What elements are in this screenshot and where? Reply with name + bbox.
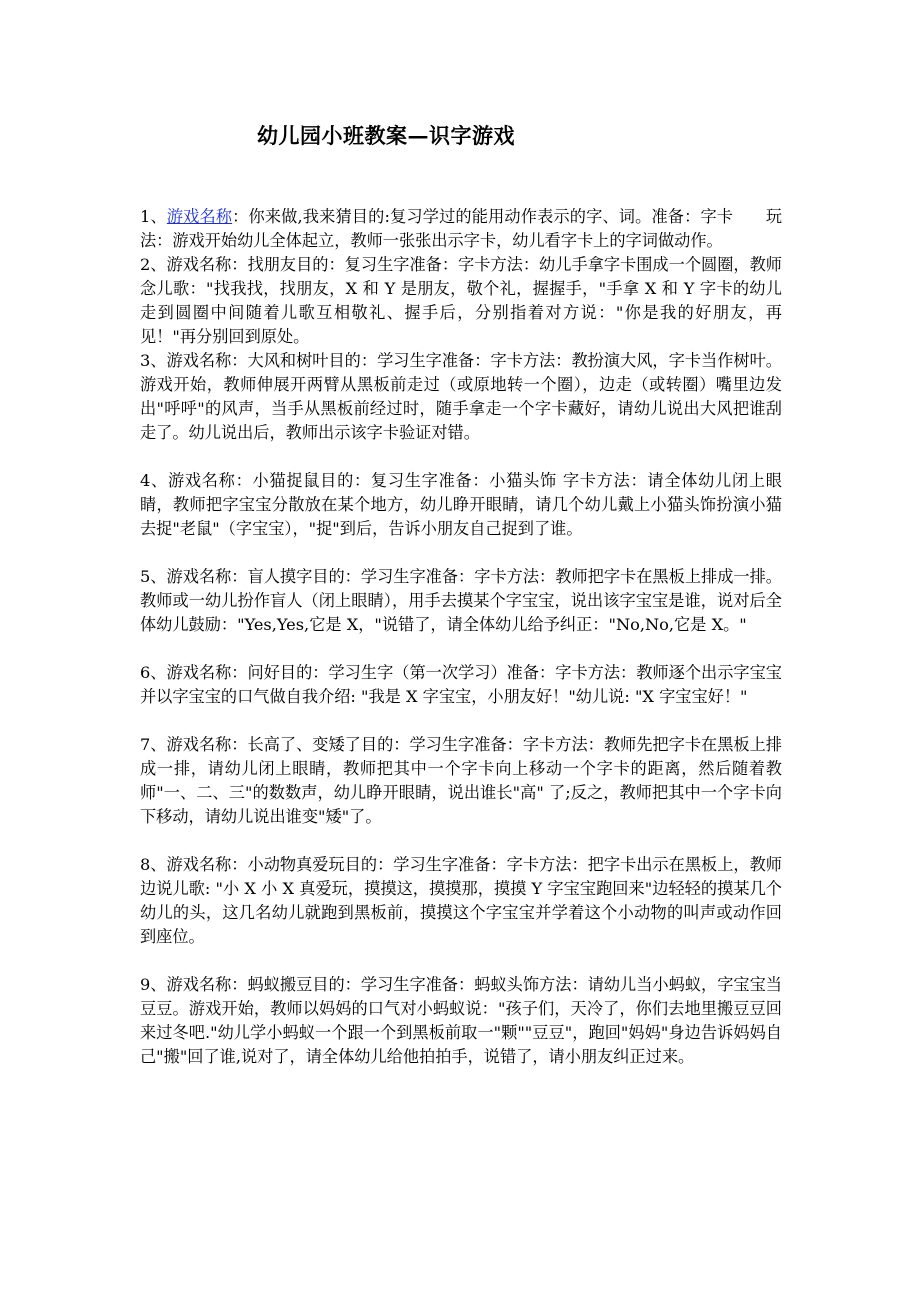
game-paragraph-2: 2、游戏名称：找朋友目的：复习生字准备：字卡方法：幼儿手拿字卡围成一个圆圈，教师念儿歌："找我找，找朋友，X 和 Y 是朋友，敬个礼，握握手，"手拿 X 和 Y 字卡的幼儿走到圆圈中间随着儿歌互相敬礼、握手后，分别指着对方说："你是我的好朋友，再见！"再分别回到原处。 xyxy=(140,255,782,346)
game-paragraph-5: 5、游戏名称：盲人摸字目的：学习生字准备：字卡方法：教师把字卡在黑板上排成一排。教师或一幼儿扮作盲人（闭上眼睛），用手去摸某个字宝宝，说出该字宝宝是谁，说对后全体幼儿鼓励："Yes,Yes,它是 X，"说错了，请全体幼儿给予纠正："No,No,它是 X。" xyxy=(140,567,782,634)
game-paragraph-4: 4、游戏名称：小猫捉鼠目的：复习生字准备：小猫头饰 字卡方法：请全体幼儿闭上眼睛，教师把字宝宝分散放在某个地方，幼儿睁开眼睛，请几个幼儿戴上小猫头饰扮演小猫去捉"老鼠"（字宝宝），"捉"到后，告诉小朋友自己捉到了谁。 xyxy=(140,471,782,538)
game-name-link[interactable]: 游戏名称 xyxy=(166,207,233,226)
game-paragraph-6: 6、游戏名称：问好目的：学习生字（第一次学习）准备：字卡方法：教师逐个出示字宝宝并以字宝宝的口气做自我介绍: "我是 X 字宝宝，小朋友好！"幼儿说: "X 字宝宝好！" xyxy=(140,663,782,706)
game-paragraph-1 xyxy=(140,205,782,253)
document-title: 幼儿园小班教案—识字游戏 xyxy=(257,123,515,148)
game-paragraph-7: 7、游戏名称：长高了、变矮了目的：学习生字准备：字卡方法：教师先把字卡在黑板上排成一排，请幼儿闭上眼睛，教师把其中一个字卡向上移动一个字卡的距离，然后随着教师"一、二、三"的数数声，幼儿睁开眼睛，说出谁长"高" 了;反之，教师把其中一个字卡向下移动，请幼儿说出谁变"矮"了。 xyxy=(140,735,782,826)
game-paragraph-8: 8、游戏名称：小动物真爱玩目的：学习生字准备：字卡方法：把字卡出示在黑板上，教师边说儿歌: "小 X 小 X 真爱玩，摸摸这，摸摸那，摸摸 Y 字宝宝跑回来"边轻轻的摸某几个幼儿的头，这几名幼儿就跑到黑板前，摸摸这个字宝宝并学着这个小动物的叫声或动作回到座位。 xyxy=(140,855,782,946)
game-paragraph-9: 9、游戏名称：蚂蚁搬豆目的：学习生字准备：蚂蚁头饰方法：请幼儿当小蚂蚁，字宝宝当豆豆。游戏开始，教师以妈妈的口气对小蚂蚁说："孩子们，天冷了，你们去地里搬豆豆回来过冬吧."幼儿学小蚂蚁一个跟一个到黑板前取一"颗""豆豆"，跑回"妈妈"身边告诉妈妈自己"搬"回了谁,说对了，请全体幼儿给他拍拍手，说错了，请小朋友纠正过来。 xyxy=(140,975,782,1066)
document-body xyxy=(140,205,782,1069)
game-text: ：你来做,我来猜目的:复习学过的能用动作表示的字、词。准备：字卡 玩法：游戏开始幼儿全体起立，教师一张张出示字卡，幼儿看字卡上的字词做动作。 xyxy=(140,207,783,250)
game-number: 1、 xyxy=(140,207,167,226)
game-paragraph-3: 3、游戏名称：大风和树叶目的：学习生字准备：字卡方法：教扮演大风，字卡当作树叶。游戏开始，教师伸展开两臂从黑板前走过（或原地转一个圈），边走（或转圈）嘴里边发出"呼呼"的风声，当手从黑板前经过时，随手拿走一个字卡藏好，请幼儿说出大风把谁刮走了。幼儿说出后，教师出示该字卡验证对错。 xyxy=(140,351,782,442)
